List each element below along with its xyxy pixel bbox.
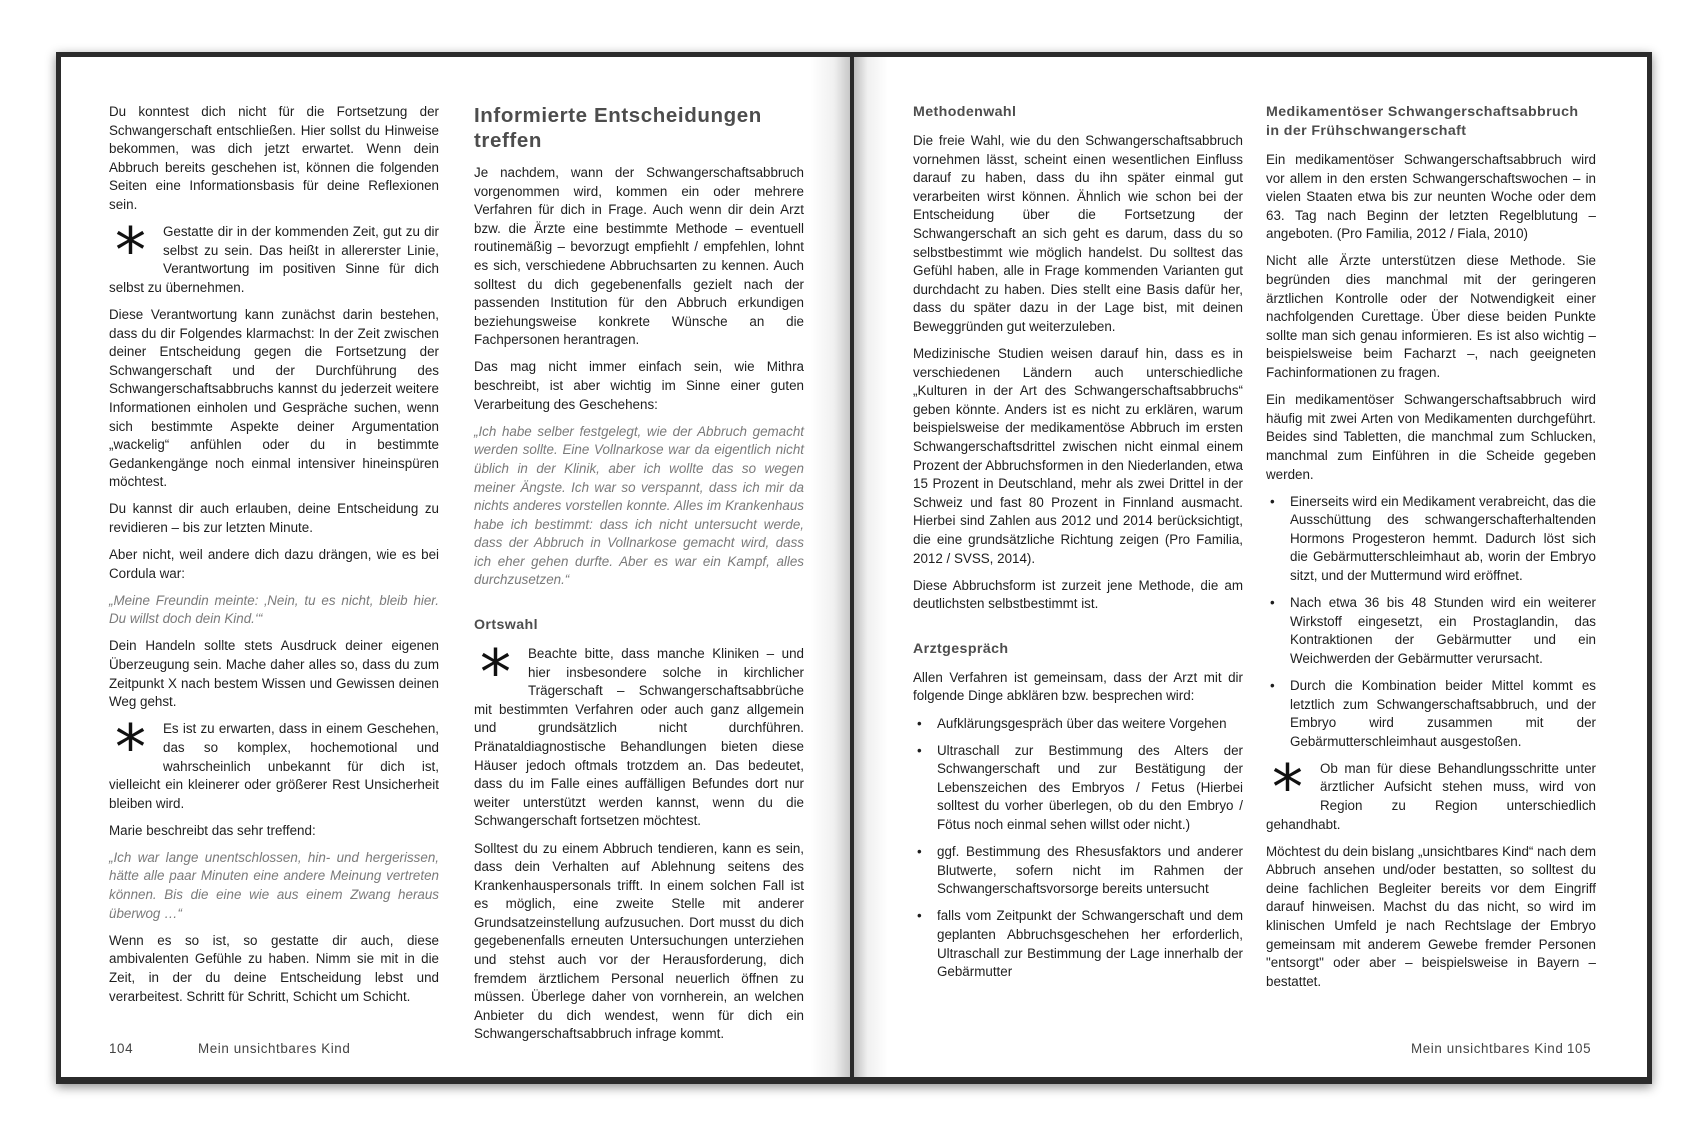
note-text: Gestatte dir in der kommenden Zeit, gut zu dir selbst zu sein. Das heißt in allererster Linie, Verantwortung im positiven Sinne für dich selbst zu übernehmen. bbox=[109, 224, 439, 295]
asterisk-icon: * bbox=[480, 636, 511, 710]
paragraph: Die freie Wahl, wie du den Schwangerschaftsabbruch vornehmen lässt, scheint einen wesentlichen Einfluss darauf zu haben, dass du ihn später einmal gut verarbeiten wirst können. Ähnlich wie schon bei der Entscheidung über die Fortsetzung der Schwangerschaft an sich geht es darum, dass du so selbstbestimmt wie möglich handelst. Du solltest das Gefühl haben, alle in Frage kommenden Varianten gut durchdacht zu haben. Dies stellt eine Basis dafür her, dass du später dazu in der Lage bist, mit deinen Beweggründen gut weiterzuleben. bbox=[913, 133, 1243, 334]
paragraph: Medizinische Studien weisen darauf hin, dass es in verschiedenen Ländern auch unterschiedliche „Kulturen in der Art des Schwangerschaftsabbruchs“ geben könnte. Anders ist es nicht zu erklären, warum beispielsweise der medikamentöse Abbruch im ersten Schwangerschaftsdrittel zwischen nicht einmal einem Prozent der Abbruchsformen in den Niederlanden, etwa 15 Prozent in Deutschland, mehr als zwei Drittel in der Schweiz und fast 80 Prozent in Finnland ausmacht. Hierbei sind Zahlen aus 2012 und 2014 berücksichtigt, die eine grundsätzliche Richtung zeigen (Pro Familia, 2012 / SVSS, 2014). bbox=[913, 346, 1243, 566]
quote: „Ich habe selber festgelegt, wie der Abbruch gemacht werden sollte. Eine Vollnarkose war da eigentlich nicht üblich in der Klinik, aber ich wollte das so wegen meiner Ängste. Ich war so verspannt, dass ich mir da nichts anderes vorstellen konnte. Alles im Krankenhaus habe ich bestimmt: dass ich nicht untersucht werde, dass der Abbruch in Vollnarkose gemacht wird, dass ich eher gehen durfte. Aber es war ein Kampf, alles durchzusetzen.“ bbox=[474, 423, 804, 588]
paragraph: Nicht alle Ärzte unterstützen diese Methode. Sie begründen dies manchmal mit der geringeren ärztlichen Kontrolle oder der Notwendigkeit einer nachfolgenden Curettage. Über diese beiden Punkte sollte man sich genau informieren. Es ist also wichtig – beispielsweise beim Facharzt –, nach geeigneten Fachinformationen zu fragen. bbox=[1266, 253, 1596, 381]
list-item: • ggf. Bestimmung des Rhesusfaktors und anderer Blutwerte, sofern nicht im Rahmen der Schwangerschaftsvorsorge bereits untersucht bbox=[913, 843, 1243, 899]
paragraph: Möchtest du dein bislang „unsichtbares Kind“ nach dem Abbruch ansehen und/oder bestatten, so solltest du deine fachlichen Begleiter bereits vor dem Eingriff darauf hinweisen. Machst du das nicht, so wird im klinischen Umfeld je nach Rechtslage der Embryo gemeinsam mit anderem Gewebe fremder Personen "entsorgt" oder aber – beispielsweise in Bayern – bestattet. bbox=[1266, 843, 1596, 989]
quote: „Ich war lange unentschlossen, hin- und hergerissen, hätte alle paar Minuten eine andere Meinung vertreten können. Bis die eine wie aus einem Zwang heraus überwog …“ bbox=[109, 849, 439, 921]
subsection-heading: Methodenwahl bbox=[913, 104, 1017, 120]
bullet-list bbox=[913, 715, 1243, 982]
asterisk-icon: * bbox=[115, 711, 146, 785]
paragraph: Ein medikamentöser Schwangerschaftsabbruch wird häufig mit zwei Arten von Medikamenten durchgeführt. Beides sind Tabletten, die manchmal zum Schlucken, manchmal zum Einführen in die Scheide gegeben werden. bbox=[1266, 392, 1596, 482]
left-page-column-2 bbox=[474, 103, 804, 1053]
paragraph: Du kannst dir auch erlauben, deine Entscheidung zu revidieren – bis zur letzten Minute. bbox=[109, 501, 439, 535]
right-page-column-2 bbox=[1266, 103, 1596, 1000]
page-number: 105 bbox=[1567, 1041, 1592, 1056]
running-title: Mein unsichtbares Kind bbox=[1411, 1041, 1564, 1056]
note-box bbox=[109, 711, 439, 813]
asterisk-icon: * bbox=[1272, 750, 1303, 824]
page-number: 104 bbox=[109, 1041, 134, 1056]
subsection-heading: Ortswahl bbox=[474, 617, 538, 634]
note-box bbox=[1266, 750, 1596, 834]
paragraph: Solltest du zu einem Abbruch tendieren, kann es sein, dass dein Verhalten auf Ablehnung seitens des Krankenhauspersonals trifft. In einem solchen Fall ist es möglich, eine zweite Stelle mit anderer Grundsatzeinstellung aufzusuchen. Dort musst du dich gegebenenfalls erneuten Untersuchungen unterziehen und stehst auch vor der Herausforderung, dich fremdem ärztlichem Personal neuerlich öffnen zu müssen. Überlege daher von vornherein, an welchen Anbieter du dich wendest, wenn für dich ein Schwangerschaftsabbruch infrage kommt. bbox=[474, 840, 804, 1042]
page-105 bbox=[854, 57, 1647, 1077]
asterisk-icon: * bbox=[115, 214, 146, 288]
list-item: • falls vom Zeitpunkt der Schwangerschaft und dem geplanten Abbruchsgeschehen her erforderlich, Ultraschall zur Bestimmung der Lage innerhalb der Gebärmutter bbox=[913, 907, 1243, 981]
subsection-heading: Medikamentöser Schwangerschaftsabbruch in der Frühschwangerschaft bbox=[1266, 104, 1579, 139]
spine-shadow bbox=[854, 57, 888, 1077]
paragraph: Das mag nicht immer einfach sein, wie Mithra beschreibt, ist aber wichtig im Sinne einer guten Verarbeitung des Geschehens: bbox=[474, 359, 804, 412]
paragraph: Aber nicht, weil andere dich dazu drängen, wie es bei Cordula war: bbox=[109, 547, 439, 581]
list-item: • Nach etwa 36 bis 48 Stunden wird ein weiterer Wirkstoff eingesetzt, ein Prostaglandin, das Kontraktionen der Gebärmutter und ein Weichwerden der Gebärmutter verursacht. bbox=[1266, 594, 1596, 668]
paragraph: Diese Abbruchsform ist zurzeit jene Methode, die am deutlichsten selbstbestimmt ist. bbox=[913, 577, 1243, 612]
note-text: Es ist zu erwarten, dass in einem Geschehen, das so komplex, hochemotional und wahrscheinlich unbekannt für dich ist, vielleicht ein kleinerer oder größerer Rest Unsicherheit bleiben wird. bbox=[109, 721, 439, 811]
note-box bbox=[474, 636, 804, 831]
paragraph: Du konntest dich nicht für die Fortsetzung der Schwangerschaft entschließen. Hier sollst du Hinweise bekommen, was dich jetzt erwartet. Wenn dein Abbruch bereits geschehen ist, können die folgenden Seiten eine Informationsbasis für deine Reflexionen sein. bbox=[109, 104, 439, 212]
paragraph: Dein Handeln sollte stets Ausdruck deiner eigenen Überzeugung sein. Mache daher alles so, dass du zum Zeitpunkt X nach bestem Wissen und Gewissen deinen Weg gehst. bbox=[109, 638, 439, 710]
note-text: Beachte bitte, dass manche Kliniken – und hier insbesondere solche in kirchlicher Trägerschaft – Schwangerschaftsabbrüche mit bestimmten Verfahren oder auch ganz allgemein und grundsätzlich nicht durchführen. Pränataldiagnostische Behandlungen bieten diese Häuser jedoch oftmals trotzdem an. Das bedeutet, dass du im Falle eines auffälligen Befundes dort nur weiter unterstützt werden kannst, wenn du die Schwangerschaft fortsetzen möchtest. bbox=[474, 646, 804, 829]
note-box bbox=[109, 214, 439, 297]
list-item: • Aufklärungsgespräch über das weitere Vorgehen bbox=[913, 715, 1243, 734]
list-item: • Einerseits wird ein Medikament verabreicht, das die Ausschüttung des schwangerschafterhaltenden Hormons Progesteron hemmt. Dadurch löst sich die Gebärmutterschleimhaut ab, worin der Embryo sitzt, und der Muttermund wird eröffnet. bbox=[1266, 493, 1596, 586]
subsection-heading: Arztgespräch bbox=[913, 640, 1009, 657]
page-104 bbox=[61, 57, 850, 1077]
paragraph: Wenn es so ist, so gestatte dir auch, diese ambivalenten Gefühle zu haben. Nimm sie mit in die Zeit, in der du deine Entscheidung lebst und verarbeitest. Schritt für Schritt, Schicht um Schicht. bbox=[109, 932, 439, 1004]
paragraph: Marie beschreibt das sehr treffend: bbox=[109, 822, 316, 838]
paragraph: Diese Verantwortung kann zunächst darin bestehen, dass du dir Folgendes klarmachst: In der Zeit zwischen deiner Entscheidung gegen die Fortsetzung der Schwangerschaft und der Durchführung des Schwangerschaftsabbruchs kannst du jederzeit weitere Informationen einholen und Gespräche suchen, wenn sich bestimmte Aspekte deiner Argumentation „wackelig“ anfühlen oder du in bestimmte Gedankengänge noch einmal intensiver hineinspüren möchtest. bbox=[109, 306, 439, 490]
list-item: • Durch die Kombination beider Mittel kommt es letztlich zum Schwangerschaftsabbruch, und der Embryo wird zusammen mit der Gebärmutterschleimhaut ausgestoßen. bbox=[1266, 677, 1596, 751]
section-heading: Informierte Entscheidungen treffen bbox=[474, 104, 762, 152]
bullet-list bbox=[1266, 493, 1596, 752]
book-spread bbox=[56, 52, 1652, 1084]
paragraph: Allen Verfahren ist gemeinsam, dass der Arzt mit dir folgende Dinge abklären bzw. besprechen wird: bbox=[913, 669, 1243, 704]
note-text: Ob man für diese Behandlungsschritte unter ärztlicher Aufsicht stehen muss, wird von Region zu Region unterschiedlich gehandhabt. bbox=[1266, 760, 1596, 832]
paragraph: Ein medikamentöser Schwangerschaftsabbruch wird vor allem in den ersten Schwangerschaftswochen – in vielen Staaten etwa bis zur neunten Woche oder dem 63. Tag nach Beginn der letzten Regelblutung – angeboten. (Pro Familia, 2012 / Fiala, 2010) bbox=[1266, 152, 1596, 242]
paragraph: Je nachdem, wann der Schwangerschaftsabbruch vorgenommen wird, kommen ein oder mehrere Verfahren für dich in Frage. Auch wenn dir dein Arzt bzw. die Ärzte eine bestimmte Methode – eventuell routinemäßig – bevorzugt empfiehlt / empfehlen, lohnt es sich, verschiedene Abbruchsarten zu kennen. Auch solltest du dich gegebenenfalls gezielt nach der passenden Institution für den Abbruch erkundigen beziehungsweise konkrete Wünsche an die Fachpersonen herantragen. bbox=[474, 165, 804, 348]
spine-shadow bbox=[810, 57, 850, 1077]
right-page-column-1 bbox=[913, 103, 1243, 990]
quote: „Meine Freundin meinte: ‚Nein, tu es nicht, bleib hier. Du willst doch dein Kind.‘“ bbox=[109, 592, 439, 627]
running-title: Mein unsichtbares Kind bbox=[198, 1041, 351, 1056]
list-item: • Ultraschall zur Bestimmung des Alters der Schwangerschaft und zur Bestätigung der Lebenszeichen des Embryos / Fetus (Hierbei solltest du vorher überlegen, ob du den Embryo / Fötus noch einmal sehen willst oder nicht.) bbox=[913, 742, 1243, 835]
left-page-column-1 bbox=[109, 103, 439, 1015]
